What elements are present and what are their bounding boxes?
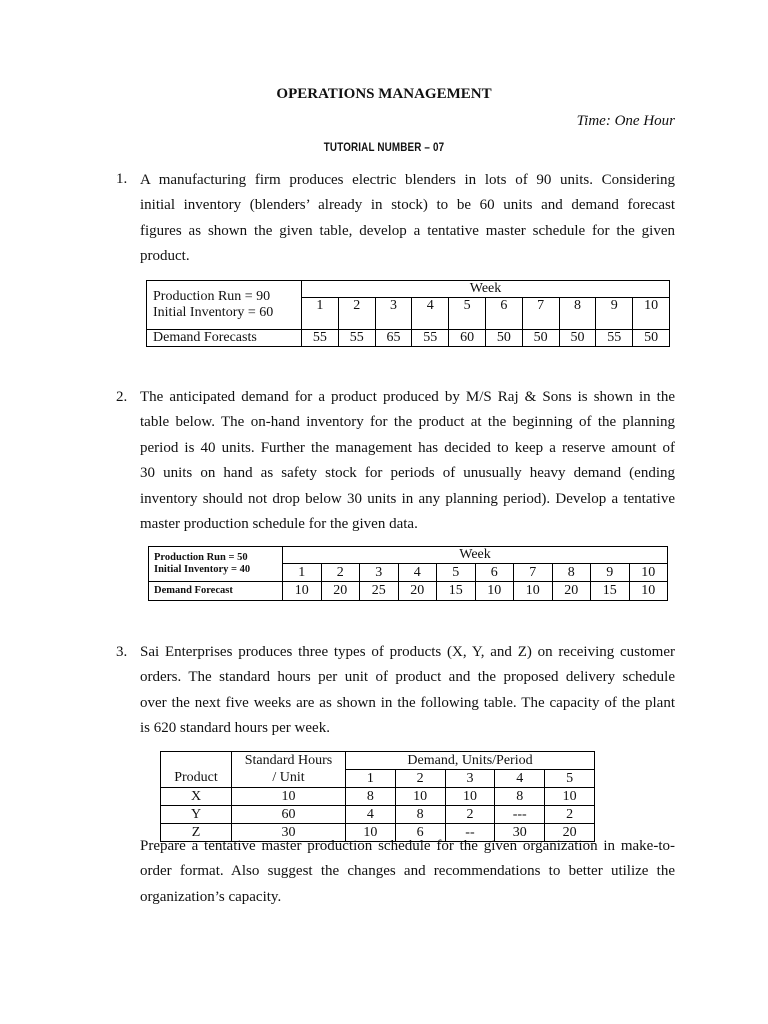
demand-cell: 8 [395,806,445,824]
question-2-line: table below. The on-hand inventory for the product at the beginning of the planning [140,414,675,431]
product-cell: X [161,788,232,806]
question-2-line: master production schedule for the given data. [140,515,418,532]
question-2-line: inventory should not drop below 30 units in any planning period). Develop a tentative [140,490,675,507]
hours-cell: 10 [232,788,346,806]
question-2-line: 30 units on hand as safety stock for periods of unusually heavy demand (ending [140,465,675,482]
week-cell: 8 [552,564,591,582]
week-cell: 7 [514,564,553,582]
question-2-line: period is 40 units. Further the management has decided to keep a reserve amount of [140,439,675,456]
product-cell: Z [161,824,232,842]
demand-cell: 6 [395,824,445,842]
week-cell: 1 [302,298,339,330]
time-allowed: Time: One Hour [576,113,675,129]
question-1-text [140,168,675,270]
value-cell: 15 [591,582,630,601]
question-3-line: over the next five weeks are as shown in the following table. The capacity of the plant [140,694,675,711]
question-3-followup-line: organization’s capacity. [140,888,282,905]
value-cell: 50 [522,330,559,347]
question-1-line: A manufacturing firm produces electric blenders in lots of 90 units. Considering [140,172,675,188]
question-2-line: The anticipated demand for a product produced by M/S Raj & Sons is shown in the [140,389,675,405]
demand-cell: 2 [445,806,495,824]
week-cell: 6 [475,564,514,582]
question-3-followup-line: order format. Also suggest the changes and recommendations to better utilize the [140,863,675,880]
question-3-line: is 620 standard hours per week. [140,720,330,737]
demand-cell: 4 [346,806,396,824]
week-cell: 10 [629,564,668,582]
week-header: Week [283,547,668,564]
std-hours-header: Standard Hours [232,752,346,770]
value-cell: 50 [559,330,596,347]
week-cell: 3 [375,298,412,330]
tutorial-number: TUTORIAL NUMBER – 07 [323,140,445,154]
demand-cell: 10 [395,788,445,806]
week-cell: 8 [559,298,596,330]
question-1-number: 1. [116,171,128,187]
demand-cell: 10 [346,824,396,842]
question-1-line: figures as shown the given table, develop a tentative master schedule for the given [140,222,675,239]
question-1-line: initial inventory (blenders’ already in stock) to be 60 units and demand forecast [140,197,675,214]
hours-cell: 30 [232,824,346,842]
week-cell: 5 [437,564,476,582]
value-cell: 55 [302,330,339,347]
demand-cell: --- [495,806,545,824]
question-2-table [148,546,668,601]
question-3-line: orders. The standard hours per unit of product and the proposed delivery schedule [140,669,675,686]
period-cell: 4 [495,770,545,788]
value-cell: 65 [375,330,412,347]
product-cell: Y [161,806,232,824]
product-header: Product [161,770,232,788]
std-hours-header-unit: / Unit [232,770,346,788]
question-1-table [146,280,670,347]
table-row [161,788,595,806]
demand-cell: 30 [495,824,545,842]
week-cell: 2 [338,298,375,330]
value-cell: 55 [338,330,375,347]
question-3-followup-line: Prepare a tentative master production schedule for the given organization in make-to- [140,838,675,854]
question-3-text [140,640,675,742]
row-label: Demand Forecast [149,582,283,601]
question-3-line: Sai Enterprises produces three types of products (X, Y, and Z) on receiving customer [140,644,675,660]
question-1-line: product. [140,248,190,265]
question-3-number: 3. [116,644,128,660]
week-cell: 9 [596,298,633,330]
week-header: Week [302,281,670,298]
question-2-text [140,385,675,537]
initial-inventory-label: Initial Inventory = 40 [154,564,251,575]
demand-cell: 20 [545,824,595,842]
week-cell: 2 [321,564,360,582]
table-header-cell [147,281,302,330]
page-title: OPERATIONS MANAGEMENT [276,86,492,102]
value-cell: 55 [412,330,449,347]
value-cell: 10 [475,582,514,601]
value-cell: 50 [485,330,522,347]
value-cell: 20 [398,582,437,601]
production-run-label: Production Run = 50 [154,552,248,563]
table-row [161,806,595,824]
value-cell: 20 [321,582,360,601]
initial-inventory-label: Initial Inventory = 60 [153,305,274,320]
value-cell: 10 [514,582,553,601]
demand-cell: 10 [445,788,495,806]
week-cell: 4 [398,564,437,582]
week-cell: 4 [412,298,449,330]
value-cell: 15 [437,582,476,601]
value-cell: 25 [360,582,399,601]
value-cell: 10 [283,582,322,601]
demand-cell: 8 [495,788,545,806]
question-3-followup [140,834,675,910]
table-header-cell [161,752,232,770]
week-cell: 1 [283,564,322,582]
row-label: Demand Forecasts [147,330,302,347]
week-cell: 7 [522,298,559,330]
hours-cell: 60 [232,806,346,824]
table-header-cell [149,547,283,582]
value-cell: 55 [596,330,633,347]
demand-header: Demand, Units/Period [346,752,595,770]
demand-cell: 10 [545,788,595,806]
demand-cell: 2 [545,806,595,824]
demand-cell: 8 [346,788,396,806]
week-cell: 3 [360,564,399,582]
value-cell: 10 [629,582,668,601]
week-cell: 10 [633,298,670,330]
period-cell: 2 [395,770,445,788]
demand-cell: -- [445,824,495,842]
week-cell: 9 [591,564,630,582]
question-2-number: 2. [116,389,128,405]
period-cell: 1 [346,770,396,788]
value-cell: 50 [633,330,670,347]
week-cell: 5 [449,298,486,330]
period-cell: 3 [445,770,495,788]
period-cell: 5 [545,770,595,788]
value-cell: 20 [552,582,591,601]
production-run-label: Production Run = 90 [153,289,271,304]
question-3-table [160,751,595,842]
value-cell: 60 [449,330,486,347]
week-cell: 6 [485,298,522,330]
